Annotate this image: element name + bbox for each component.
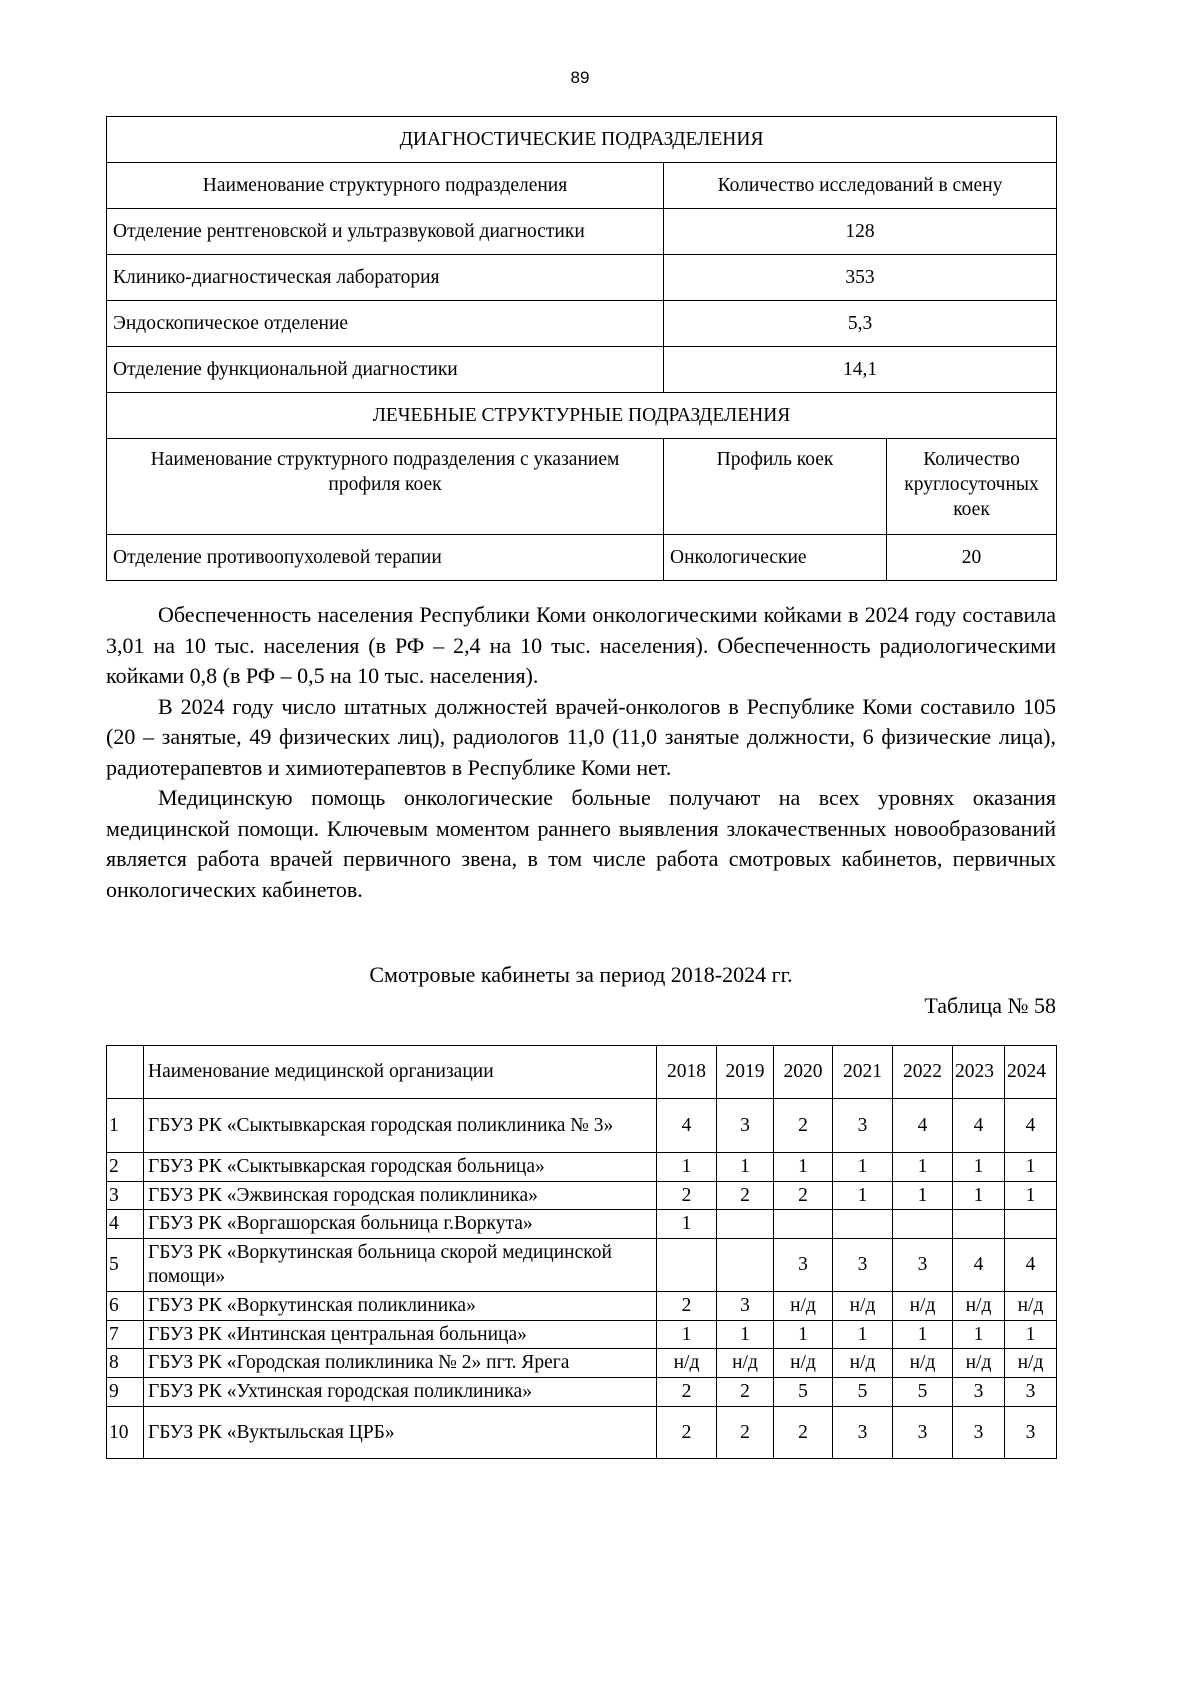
cell: н/д xyxy=(953,1349,1005,1378)
cell xyxy=(717,1210,774,1239)
organization-name: ГБУЗ РК «Эжвинская городская поликлиника» xyxy=(144,1182,657,1210)
cell: 3 xyxy=(953,1407,1005,1459)
header-cell: Профиль коек xyxy=(664,439,887,535)
cell: 1 xyxy=(953,1153,1005,1182)
cell: Онкологические xyxy=(664,535,887,581)
table-row xyxy=(107,1099,1057,1153)
cell: 2 xyxy=(717,1378,774,1407)
cell: 1 xyxy=(893,1153,953,1182)
section-title-diagnostic: ДИАГНОСТИЧЕСКИЕ ПОДРАЗДЕЛЕНИЯ xyxy=(107,117,1057,163)
cell xyxy=(833,1210,893,1239)
cell: 1 xyxy=(1005,1182,1057,1210)
cell: 4 xyxy=(1005,1099,1057,1153)
cell xyxy=(717,1239,774,1292)
cell: 4 xyxy=(657,1099,717,1153)
table-row xyxy=(107,1407,1057,1459)
cell: 1 xyxy=(717,1153,774,1182)
header-cell: Количество исследований в смену xyxy=(664,163,1057,209)
cell xyxy=(1005,1210,1057,1239)
cell: 5 xyxy=(833,1378,893,1407)
cell: 353 xyxy=(664,255,1057,301)
paragraph: Обеспеченность населения Республики Коми онкологическими койками в 2024 году составила 3,01 на 10 тыс. населения (в РФ – 2,4 на 10 тыс. населения). Обеспеченность радиологическими койками 0,8 (в РФ – 0,5 на 10 тыс. населения). xyxy=(106,602,1056,688)
cell: 2 xyxy=(717,1182,774,1210)
year-header: 2019 xyxy=(717,1046,774,1099)
cell: н/д xyxy=(833,1292,893,1321)
cell: 1 xyxy=(953,1182,1005,1210)
cell: 1 xyxy=(893,1182,953,1210)
cell: 1 xyxy=(953,1321,1005,1349)
cell: 3 xyxy=(833,1407,893,1459)
organization-name: ГБУЗ РК «Интинская центральная больница» xyxy=(144,1321,657,1349)
row-number: 8 xyxy=(107,1349,144,1378)
table-row xyxy=(107,1321,1057,1349)
row-number: 2 xyxy=(107,1153,144,1182)
table-row xyxy=(107,1292,1057,1321)
cell xyxy=(953,1210,1005,1239)
cell: 3 xyxy=(717,1292,774,1321)
organization-name: ГБУЗ РК «Сыктывкарская городская больница» xyxy=(144,1153,657,1182)
cell: 4 xyxy=(893,1099,953,1153)
organization-name: ГБУЗ РК «Вуктыльская ЦРБ» xyxy=(144,1407,657,1459)
year-header: 2022 xyxy=(893,1046,953,1099)
cell: 1 xyxy=(833,1321,893,1349)
year-header: 2020 xyxy=(774,1046,833,1099)
organization-name: ГБУЗ РК «Воркутинская больница скорой медицинской помощи» xyxy=(144,1239,657,1292)
cell: н/д xyxy=(657,1349,717,1378)
departments-table xyxy=(106,116,1057,581)
table-row xyxy=(107,535,1057,581)
table-row xyxy=(107,1182,1057,1210)
cell: 2 xyxy=(657,1407,717,1459)
cell xyxy=(774,1210,833,1239)
header-cell: Наименование медицинской организации xyxy=(144,1046,657,1099)
table-row xyxy=(107,347,1057,393)
year-header: 2021 xyxy=(833,1046,893,1099)
cell: Отделение функциональной диагностики xyxy=(107,347,664,393)
row-number: 5 xyxy=(107,1239,144,1292)
cell: н/д xyxy=(1005,1292,1057,1321)
cell: н/д xyxy=(774,1292,833,1321)
row-number: 4 xyxy=(107,1210,144,1239)
row-number: 7 xyxy=(107,1321,144,1349)
cell: 1 xyxy=(774,1153,833,1182)
header-cell: Наименование структурного подразделения с указанием профиля коек xyxy=(107,439,664,535)
exam-rooms-table xyxy=(106,1045,1057,1459)
cell: 1 xyxy=(893,1321,953,1349)
year-header: 2024 xyxy=(1005,1046,1057,1099)
table-row xyxy=(107,1239,1057,1292)
cell: 1 xyxy=(1005,1153,1057,1182)
cell: 2 xyxy=(774,1099,833,1153)
table-row xyxy=(107,301,1057,347)
body-text xyxy=(106,600,1056,905)
cell: Отделение противоопухолевой терапии xyxy=(107,535,664,581)
cell: 1 xyxy=(657,1210,717,1239)
cell: 3 xyxy=(717,1099,774,1153)
paragraph: В 2024 году число штатных должностей врачей-онкологов в Республике Коми составило 105 (20 – занятые, 49 физических лиц), радиологов 11,0 (11,0 занятые должности, 6 физические лица), радиотерапевтов и химиотерапевтов в Республике Коми нет. xyxy=(106,693,1056,780)
cell xyxy=(657,1239,717,1292)
cell: 4 xyxy=(953,1239,1005,1292)
cell: 1 xyxy=(1005,1321,1057,1349)
cell: н/д xyxy=(774,1349,833,1378)
table-row xyxy=(107,1210,1057,1239)
organization-name: ГБУЗ РК «Воргашорская больница г.Воркута» xyxy=(144,1210,657,1239)
cell: 3 xyxy=(1005,1378,1057,1407)
row-number: 3 xyxy=(107,1182,144,1210)
row-number: 6 xyxy=(107,1292,144,1321)
header-cell: Количество круглосуточных коек xyxy=(887,439,1057,535)
cell: 2 xyxy=(657,1292,717,1321)
cell: н/д xyxy=(1005,1349,1057,1378)
cell: Эндоскопическое отделение xyxy=(107,301,664,347)
cell: 3 xyxy=(833,1099,893,1153)
organization-name: ГБУЗ РК «Городская поликлиника № 2» пгт. Ярега xyxy=(144,1349,657,1378)
paragraph: Медицинскую помощь онкологические больные получают на всех уровнях оказания медицинской помощи. Ключевым моментом раннего выявления злокачественных новообразований является работа врачей первичного звена, в том числе работа смотровых кабинетов, первичных онкологических кабинетов. xyxy=(106,785,1056,902)
cell: н/д xyxy=(717,1349,774,1378)
year-header: 2023 xyxy=(953,1046,1005,1099)
table-row xyxy=(107,209,1057,255)
table-row xyxy=(107,1349,1057,1378)
cell: н/д xyxy=(953,1292,1005,1321)
organization-name: ГБУЗ РК «Сыктывкарская городская поликлиника № 3» xyxy=(144,1099,657,1153)
table-row xyxy=(107,1378,1057,1407)
cell: 1 xyxy=(833,1182,893,1210)
table-number: Таблица № 58 xyxy=(924,993,1056,1018)
cell: Отделение рентгеновской и ультразвуковой диагностики xyxy=(107,209,664,255)
organization-name: ГБУЗ РК «Ухтинская городская поликлиника» xyxy=(144,1378,657,1407)
cell: 1 xyxy=(717,1321,774,1349)
header-cell: Наименование структурного подразделения xyxy=(107,163,664,209)
year-header: 2018 xyxy=(657,1046,717,1099)
cell: 1 xyxy=(657,1321,717,1349)
organization-name: ГБУЗ РК «Воркутинская поликлиника» xyxy=(144,1292,657,1321)
table-row xyxy=(107,255,1057,301)
row-number: 1 xyxy=(107,1099,144,1153)
table-caption: Смотровые кабинеты за период 2018-2024 гг. xyxy=(369,962,793,987)
cell: Клинико-диагностическая лаборатория xyxy=(107,255,664,301)
cell: 3 xyxy=(893,1239,953,1292)
cell: 2 xyxy=(774,1407,833,1459)
cell: 5,3 xyxy=(664,301,1057,347)
cell: 5 xyxy=(774,1378,833,1407)
cell: 14,1 xyxy=(664,347,1057,393)
cell: 3 xyxy=(1005,1407,1057,1459)
cell: 1 xyxy=(774,1321,833,1349)
cell: 3 xyxy=(833,1239,893,1292)
cell: 4 xyxy=(953,1099,1005,1153)
cell: 5 xyxy=(893,1378,953,1407)
section-title-treatment: ЛЕЧЕБНЫЕ СТРУКТУРНЫЕ ПОДРАЗДЕЛЕНИЯ xyxy=(107,393,1057,439)
cell: н/д xyxy=(833,1349,893,1378)
row-number: 9 xyxy=(107,1378,144,1407)
cell: н/д xyxy=(893,1292,953,1321)
cell: 1 xyxy=(657,1153,717,1182)
header-cell xyxy=(107,1046,144,1099)
cell xyxy=(893,1210,953,1239)
table-row xyxy=(107,1153,1057,1182)
cell: 3 xyxy=(774,1239,833,1292)
cell: 1 xyxy=(833,1153,893,1182)
page-number: 89 xyxy=(570,68,590,87)
cell: 3 xyxy=(893,1407,953,1459)
cell: 3 xyxy=(953,1378,1005,1407)
cell: 2 xyxy=(774,1182,833,1210)
cell: 2 xyxy=(657,1182,717,1210)
row-number: 10 xyxy=(107,1407,144,1459)
cell: н/д xyxy=(893,1349,953,1378)
cell: 2 xyxy=(657,1378,717,1407)
cell: 128 xyxy=(664,209,1057,255)
cell: 4 xyxy=(1005,1239,1057,1292)
cell: 20 xyxy=(887,535,1057,581)
cell: 2 xyxy=(717,1407,774,1459)
